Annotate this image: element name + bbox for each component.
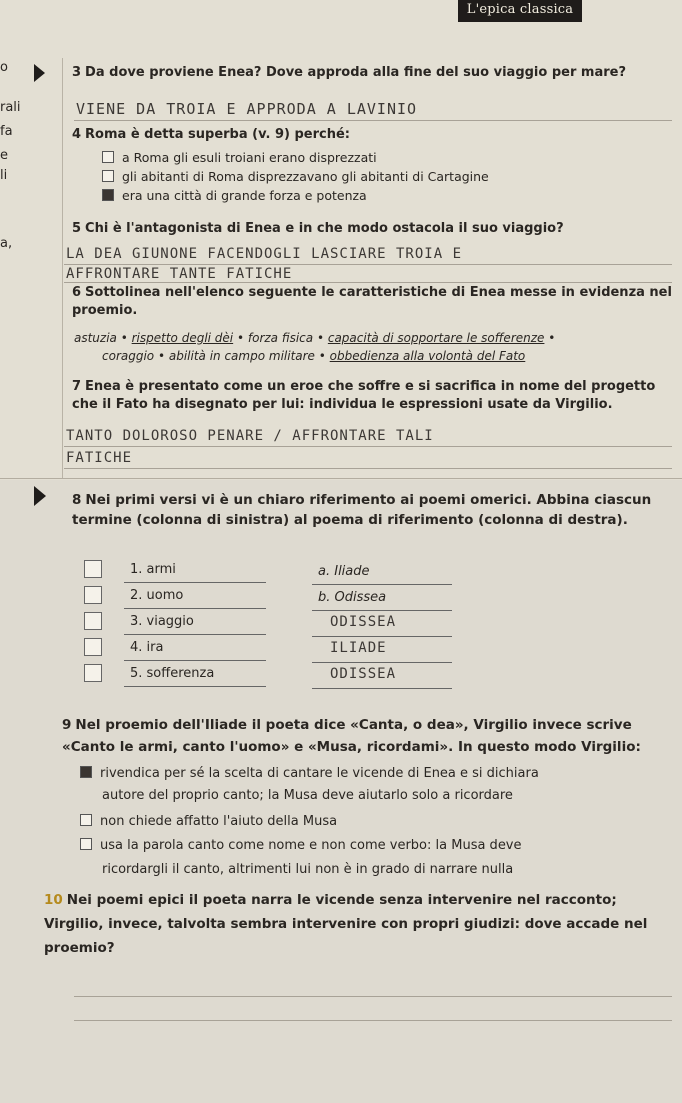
poem-right-a: a. Iliade [318, 564, 370, 579]
poem-underline [312, 688, 452, 689]
answer-line [74, 1020, 672, 1021]
q9-option-2[interactable]: non chiede affatto l'aiuto della Musa [80, 814, 337, 830]
question-4: 4 Roma è detta superba (v. 9) perché: [72, 127, 350, 142]
term-underline [124, 686, 266, 687]
answer-line [74, 996, 672, 997]
margin-fragment: fa [0, 124, 13, 139]
match-box-4[interactable] [84, 638, 102, 656]
answer-line [74, 120, 672, 121]
match-answer-4: ILIADE [330, 640, 387, 656]
answer-7-line-2: FATICHE [66, 450, 133, 466]
term-underline [124, 634, 266, 635]
margin-fragment: rali [0, 100, 21, 115]
q9-option-3[interactable]: usa la parola canto come nome e non come verbo: la Musa deve [80, 838, 522, 854]
section-tab: L'epica classica [458, 0, 582, 22]
question-8: 8 Nei primi versi vi è un chiaro riferimento ai poemi omerici. Abbina ciascun termine (colonna di sinistra) al poema di riferimento (colonna di destra). [72, 492, 652, 528]
traits-row-2: coraggio • abilità in campo militare • obbedienza alla volontà del Fato [102, 349, 526, 363]
match-box-1[interactable] [84, 560, 102, 578]
poem-underline [312, 636, 452, 637]
answer-5-line-2: AFFRONTARE TANTE FATICHE [66, 266, 293, 282]
answer-7-line-1: TANTO DOLOROSO PENARE / AFFRONTARE TALI [66, 428, 434, 444]
q4-option-1[interactable]: a Roma gli esuli troiani erano disprezzati [102, 150, 377, 166]
question-10: 10 Nei poemi epici il poeta narra le vicende senza intervenire nel racconto; Virgilio, invece, talvolta sembra intervenire con propri giudizi: dove accade nel proemio? [44, 892, 648, 956]
question-9: 9 Nel proemio dell'Iliade il poeta dice «Canta, o dea», Virgilio invece scrive «Canto le armi, canto l'uomo» e «Musa, ricordami». In questo modo Virgilio: [62, 717, 641, 755]
match-answer-3: ODISSEA [330, 614, 397, 630]
q4-option-2[interactable]: gli abitanti di Roma disprezzavano gli abitanti di Cartagine [102, 169, 489, 185]
margin-fragment: li [0, 168, 8, 183]
term-left-3: 3. viaggio [130, 614, 194, 629]
term-left-4: 4. ira [130, 640, 164, 655]
term-left-1: 1. armi [130, 562, 176, 577]
checkbox-checked[interactable] [80, 766, 92, 778]
answer-line [64, 264, 672, 265]
q9-option-1[interactable]: rivendica per sé la scelta di cantare le vicende di Enea e si dichiara [80, 766, 539, 782]
answer-5-line-1: LA DEA GIUNONE FACENDOGLI LASCIARE TROIA E [66, 246, 463, 262]
match-box-5[interactable] [84, 664, 102, 682]
answer-line [64, 282, 672, 283]
answer-line [64, 446, 672, 447]
margin-fragment: e [0, 148, 8, 163]
checkbox[interactable] [102, 170, 114, 182]
term-underline [124, 582, 266, 583]
q4-option-3[interactable]: era una città di grande forza e potenza [102, 188, 367, 204]
question-6: 6 Sottolinea nell'elenco seguente le caratteristiche di Enea messe in evidenza nel proemio. [72, 285, 672, 318]
margin-fragment: a, [0, 236, 13, 251]
checkbox-checked[interactable] [102, 189, 114, 201]
section-divider [0, 478, 682, 479]
poem-right-b: b. Odissea [318, 590, 387, 605]
answer-3: VIENE DA TROIA E APPRODA A LAVINIO [76, 100, 418, 118]
match-answer-5: ODISSEA [330, 666, 397, 682]
checkbox[interactable] [80, 838, 92, 850]
question-5: 5 Chi è l'antagonista di Enea e in che modo ostacola il suo viaggio? [72, 221, 564, 236]
poem-underline [312, 610, 452, 611]
question-3: 3 Da dove proviene Enea? Dove approda alla fine del suo viaggio per mare? [72, 65, 626, 80]
margin-fragment: o [0, 60, 8, 75]
term-left-5: 5. sofferenza [130, 666, 215, 681]
term-underline [124, 660, 266, 661]
term-left-2: 2. uomo [130, 588, 184, 603]
match-box-3[interactable] [84, 612, 102, 630]
poem-underline [312, 662, 452, 663]
arrow-marker-icon [34, 64, 45, 82]
checkbox[interactable] [80, 814, 92, 826]
term-underline [124, 608, 266, 609]
answer-line [64, 468, 672, 469]
margin-rule [62, 58, 63, 478]
arrow-marker-icon [34, 486, 46, 506]
question-7: 7 Enea è presentato come un eroe che soffre e si sacrifica in nome del progetto che il Fato ha disegnato per lui: individua le espressioni usate da Virgilio. [72, 379, 656, 412]
q9-option-3-cont: ricordargli il canto, altrimenti lui non è in grado di narrare nulla [102, 862, 514, 877]
traits-row-1: astuzia • rispetto degli dèi • forza fisica • capacità di sopportare le sofferenze • [74, 331, 556, 345]
checkbox[interactable] [102, 151, 114, 163]
poem-underline [312, 584, 452, 585]
q9-option-1-cont: autore del proprio canto; la Musa deve aiutarlo solo a ricordare [102, 788, 513, 803]
match-box-2[interactable] [84, 586, 102, 604]
